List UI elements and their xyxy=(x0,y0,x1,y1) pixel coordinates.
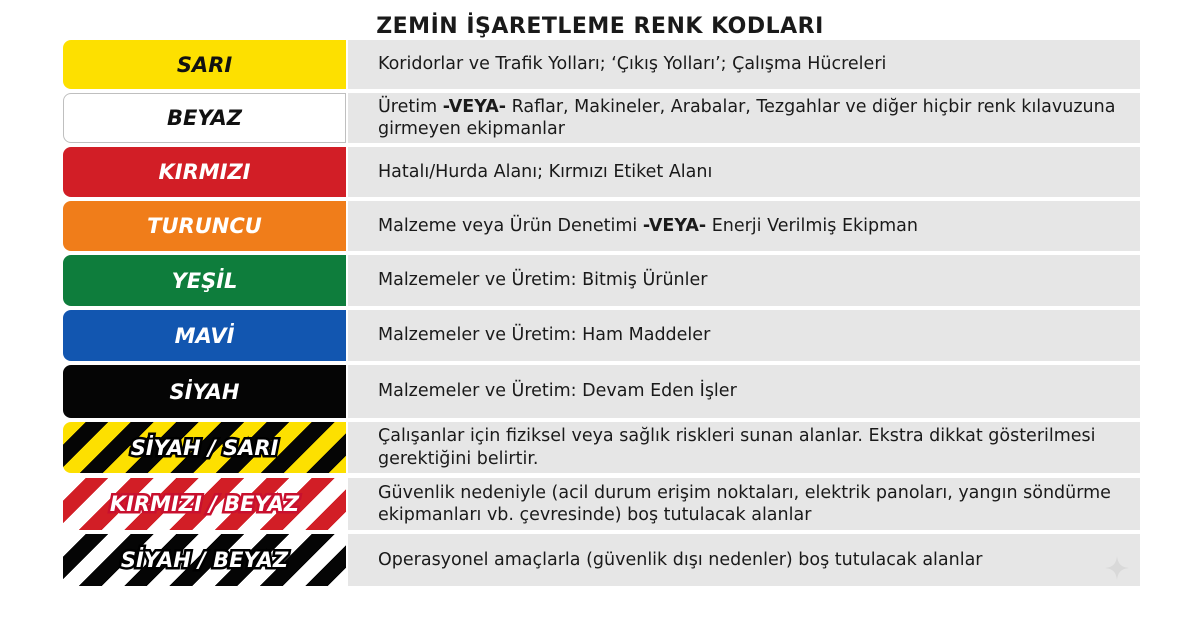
color-row xyxy=(63,255,1140,306)
color-row xyxy=(63,310,1140,361)
swatch-label: SARI xyxy=(176,52,233,77)
description-text: -VEYA- xyxy=(642,215,707,236)
color-row xyxy=(63,93,1140,143)
description-text: Üretim xyxy=(378,96,443,117)
description-text: Enerji Verilmiş Ekipman xyxy=(706,215,918,236)
color-description xyxy=(348,422,1140,473)
description-text: Raflar, Makineler, Arabalar, Tezgahlar ve diğer hiçbir renk kılavuzuna girmeyen ekipmanlar xyxy=(378,96,1116,139)
color-swatch xyxy=(63,93,346,143)
color-description xyxy=(348,365,1140,418)
color-row xyxy=(63,201,1140,251)
color-description xyxy=(348,534,1140,586)
description-text: Malzeme veya Ürün Denetimi xyxy=(378,215,643,236)
description-text: Operasyonel amaçlarla (güvenlik dışı nedenler) boş tutulacak alanlar xyxy=(378,549,983,570)
color-swatch xyxy=(63,422,346,473)
color-swatch xyxy=(63,478,346,530)
description-text: Malzemeler ve Üretim: Ham Maddeler xyxy=(378,325,711,346)
color-description xyxy=(348,93,1140,143)
color-description xyxy=(348,147,1140,197)
color-description xyxy=(348,310,1140,361)
description-text: Hatalı/Hurda Alanı; Kırmızı Etiket Alanı xyxy=(378,161,713,182)
sparkle-icon xyxy=(1104,555,1130,581)
color-row xyxy=(63,422,1140,473)
swatch-label: SİYAH xyxy=(169,379,240,404)
description-text: Malzemeler ve Üretim: Devam Eden İşler xyxy=(378,381,737,402)
color-swatch xyxy=(63,40,346,89)
color-swatch xyxy=(63,201,346,251)
swatch-label: BEYAZ xyxy=(166,106,243,130)
color-swatch xyxy=(63,310,346,361)
description-text: -VEYA- xyxy=(442,96,507,117)
color-swatch xyxy=(63,365,346,418)
color-description xyxy=(348,478,1140,530)
swatch-label: MAVİ xyxy=(174,323,235,348)
description-text: Koridorlar ve Trafik Yolları; ‘Çıkış Yolları’; Çalışma Hücreleri xyxy=(378,54,887,75)
color-description xyxy=(348,255,1140,306)
swatch-label: SİYAH / SARI xyxy=(130,435,279,460)
color-swatch xyxy=(63,255,346,306)
page-title: ZEMİN İŞARETLEME RENK KODLARI xyxy=(376,14,824,39)
swatch-label: SİYAH / BEYAZ xyxy=(120,548,289,572)
swatch-label: YEŞİL xyxy=(171,268,238,293)
color-swatch xyxy=(63,534,346,586)
color-row xyxy=(63,365,1140,418)
swatch-label: KIRMIZI / BEYAZ xyxy=(109,492,300,516)
description-text: Güvenlik nedeniyle (acil durum erişim noktaları, elektrik panoları, yangın söndürme ekipmanları vb. çevresinde) boş tutulacak alanlar xyxy=(378,482,1111,525)
color-row xyxy=(63,40,1140,89)
color-row xyxy=(63,534,1140,586)
color-row xyxy=(63,478,1140,530)
swatch-label: KIRMIZI xyxy=(158,160,251,184)
color-row xyxy=(63,147,1140,197)
swatch-label: TURUNCU xyxy=(147,214,262,238)
color-description xyxy=(348,201,1140,251)
description-text: Çalışanlar için fiziksel veya sağlık riskleri sunan alanlar. Ekstra dikkat gösterilmesi gerektiğini belirtir. xyxy=(378,426,1096,469)
description-text: Malzemeler ve Üretim: Bitmiş Ürünler xyxy=(378,270,708,291)
color-description xyxy=(348,40,1140,89)
color-swatch xyxy=(63,147,346,197)
